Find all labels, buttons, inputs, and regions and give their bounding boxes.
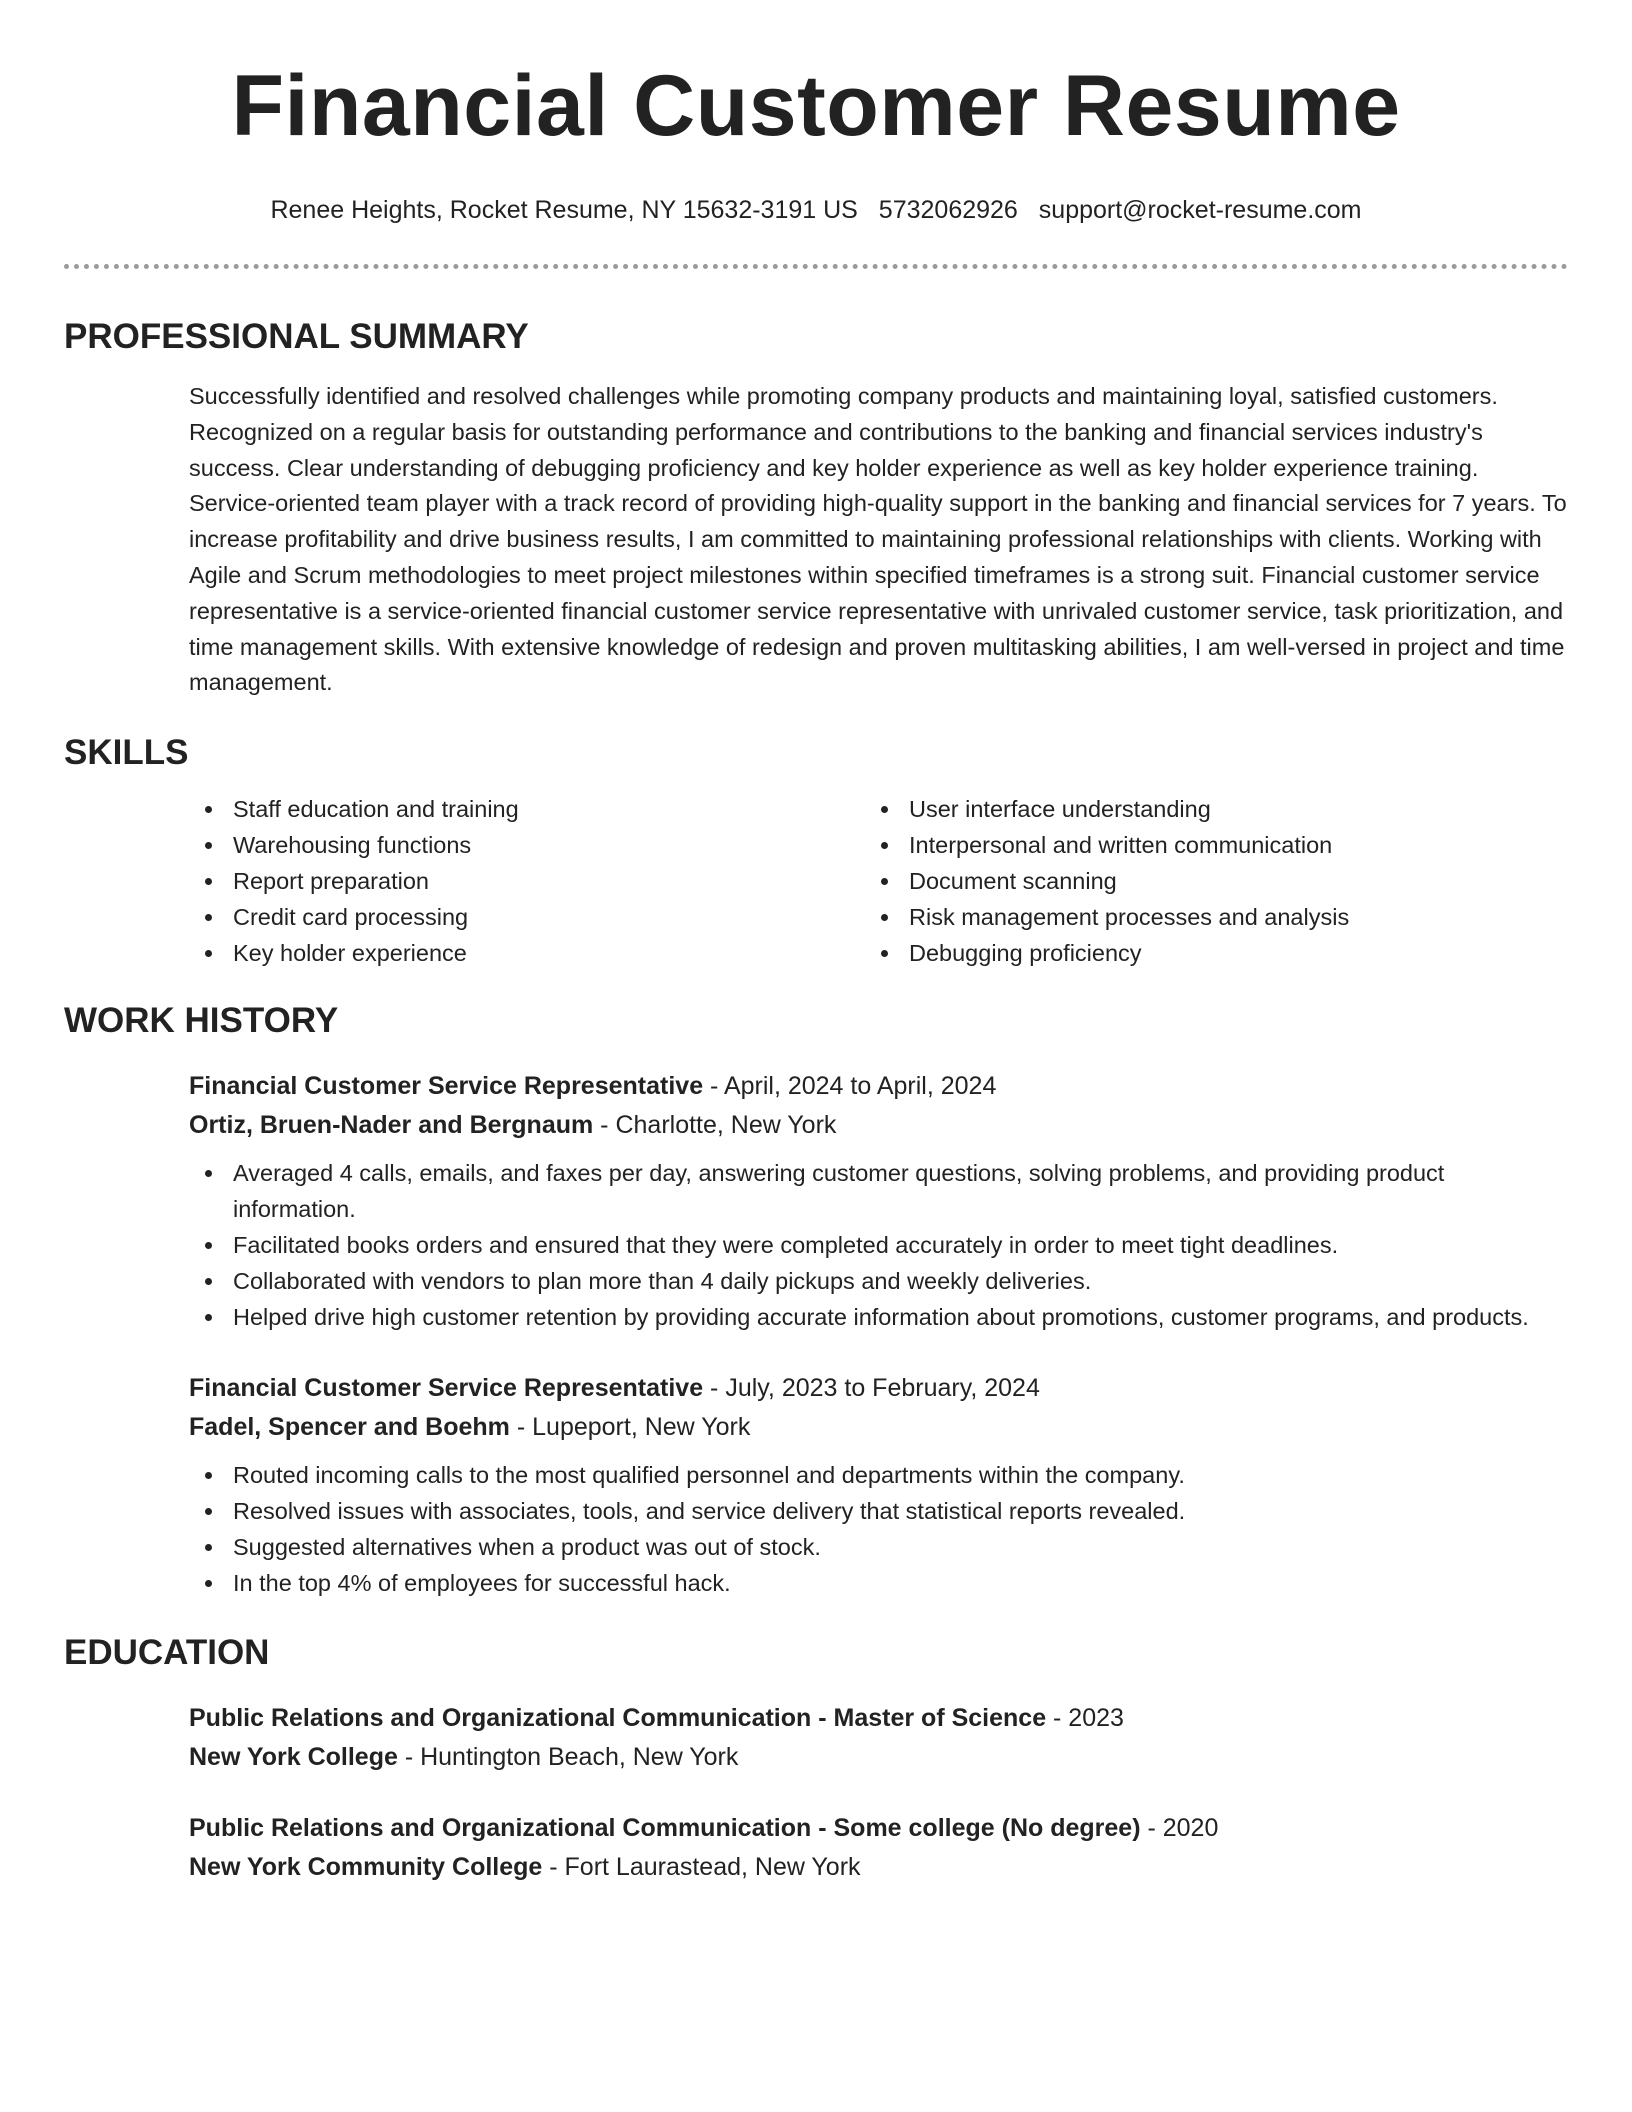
work-history-heading: WORK HISTORY [64,1001,339,1041]
education-entry [189,1809,1568,1887]
job-title: Financial Customer Service Representative [189,1374,704,1403]
job-location: - Lupeport, New York [509,1413,751,1442]
contact-email: support@rocket-resume.com [1038,196,1362,224]
job-bullet: Facilitated books orders and ensured that they were completed accurately in order to meet tight deadlines. [189,1227,1568,1263]
skills-grid [189,791,1568,971]
school-line [189,1738,1568,1777]
degree-line [189,1809,1568,1848]
skill-item: Interpersonal and written communication [865,827,1541,863]
skill-item: Risk management processes and analysis [865,899,1541,935]
job-bullet: In the top 4% of employees for successful hack. [189,1565,1568,1601]
resume-title: Financial Customer Resume [231,58,1401,154]
job-bullets [189,1457,1568,1601]
skills-heading: SKILLS [64,733,189,773]
degree-name: Public Relations and Organizational Communication - Master of Science [189,1704,1047,1733]
skill-item: Staff education and training [189,791,865,827]
degree-line [189,1699,1568,1738]
job-company-line [189,1408,1568,1447]
job-bullets [189,1155,1568,1335]
contact-line [64,194,1568,226]
summary-heading: PROFESSIONAL SUMMARY [64,317,529,356]
summary-text: Successfully identified and resolved challenges while promoting company products and maintaining loyal, satisfied customers. Recognized on a regular basis for outstanding performance and contributions to the banking and financial services industry's success. Clear understanding of debugging proficiency and key holder experience as well as key holder experience training. Service-oriented team player with a track record of providing high-quality support in the banking and financial services for 7 years. To increase profitability and drive business results, I am committed to maintaining professional relationships with clients. Working with Agile and Scrum methodologies to meet project milestones within specified timeframes is a strong suit. Financial customer service representative is a service-oriented financial customer service representative with unrivaled customer service, task prioritization, and time management skills. With extensive knowledge of redesign and proven multitasking abilities, I am well-versed in project and time management. [189,383,1567,696]
skill-item: Report preparation [189,863,865,899]
education-section [64,1631,1568,1887]
job-bullet: Helped drive high customer retention by providing accurate information about promotions, customer programs, and products. [189,1299,1568,1335]
skills-column-left [189,791,865,971]
school-line [189,1848,1568,1887]
job-bullet: Averaged 4 calls, emails, and faxes per day, answering customer questions, solving problems, and providing product information. [189,1155,1568,1227]
job-entry [189,1067,1568,1335]
job-dates: - July, 2023 to February, 2024 [703,1374,1040,1403]
job-title-line [189,1369,1568,1408]
school-location: - Fort Laurastead, New York [542,1853,861,1882]
degree-year: - 2020 [1140,1814,1219,1843]
job-title-line [189,1067,1568,1106]
job-bullet: Routed incoming calls to the most qualified personnel and departments within the company. [189,1457,1568,1493]
job-company-line [189,1106,1568,1145]
skill-item: Debugging proficiency [865,935,1541,971]
header-divider [64,264,1568,269]
education-heading: EDUCATION [64,1633,270,1673]
job-company: Ortiz, Bruen-Nader and Bergnaum [189,1111,594,1140]
job-bullet: Suggested alternatives when a product was out of stock. [189,1529,1568,1565]
school-name: New York College [189,1743,398,1772]
skill-item: Credit card processing [189,899,865,935]
skills-section [64,731,1568,971]
work-history-section [64,999,1568,1601]
contact-phone: 5732062926 [878,196,1018,224]
degree-year: - 2023 [1046,1704,1124,1733]
contact-address: Renee Heights, Rocket Resume, NY 15632-3191 US [270,196,858,224]
job-location: - Charlotte, New York [593,1111,837,1140]
skills-column-right [865,791,1541,971]
degree-name: Public Relations and Organizational Communication - Some college (No degree) [189,1814,1141,1843]
education-entry [189,1699,1568,1777]
job-entry [189,1369,1568,1601]
school-location: - Huntington Beach, New York [397,1743,739,1772]
school-name: New York Community College [189,1853,543,1882]
job-company: Fadel, Spencer and Boehm [189,1413,510,1442]
skill-item: Document scanning [865,863,1541,899]
job-bullet: Collaborated with vendors to plan more than 4 daily pickups and weekly deliveries. [189,1263,1568,1299]
skill-item: Warehousing functions [189,827,865,863]
summary-section [64,315,1568,701]
job-dates: - April, 2024 to April, 2024 [703,1072,997,1101]
skill-item: User interface understanding [865,791,1541,827]
skill-item: Key holder experience [189,935,865,971]
job-bullet: Resolved issues with associates, tools, and service delivery that statistical reports revealed. [189,1493,1568,1529]
job-title: Financial Customer Service Representative [189,1072,704,1101]
